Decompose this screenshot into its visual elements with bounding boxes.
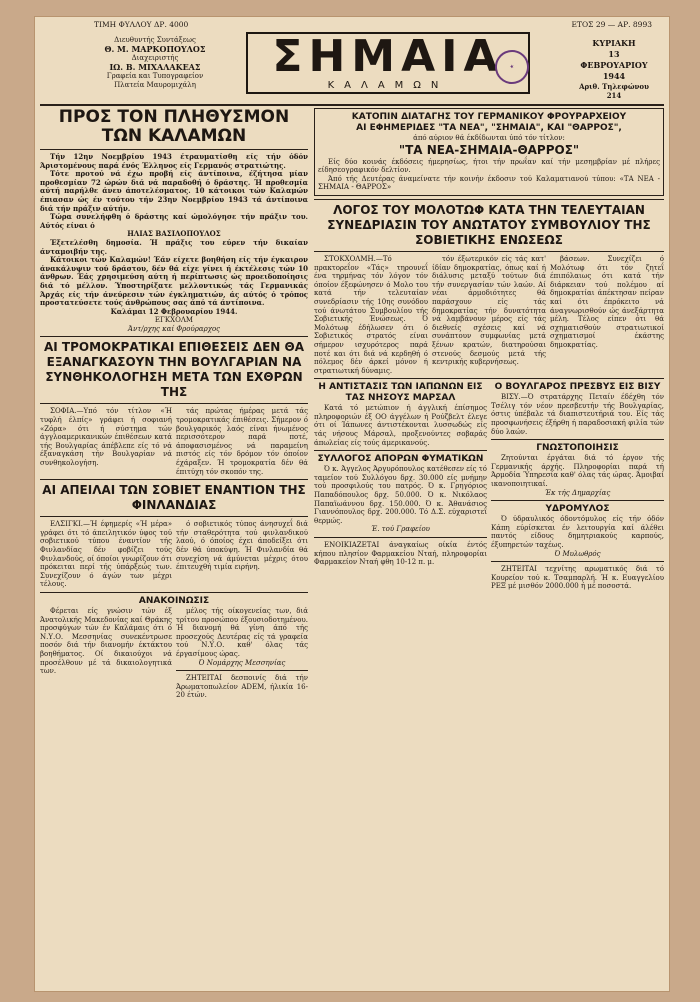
article-paragraph: Ό ύδραυλικός όδοντόμυλος είς τήν όδόν Κάπη εύρίσκεται έν λειτουργία καί άλέθει παντός είδους δημητριακούς καρπούς, έξυπηρετών ταχέως.	[491, 515, 664, 549]
headline-notice: ΓΝΩΣΤΟΠΟΙΗΣΙΣ	[536, 443, 619, 454]
staff-box	[80, 36, 230, 90]
article-paragraph: Φέρεται είς γνώσιν τών έξ Άνατολικής Μακεδονίας καί Θράκης προσφύγων τών έν Καλάμαις ότι ό Ν.Υ.Ο. Μεσσηνίας συνεκέντρωσε ποσόν διά τήν διανομήν έκτάκτου βοηθήματος. Οί δικαιούχοι νά προσέλθουν μέ τά δικαιολογητικά των.	[40, 606, 172, 676]
two-col-article	[40, 520, 308, 589]
notice-line-2: ΑΙ ΕΦΗΜΕΡΙΔΕΣ "ΤΑ ΝΕΑ", "ΣΗΜΑΙΑ", ΚΑΙ "ΘΑΡΡΟΣ",	[356, 123, 622, 133]
classified-ad: ΖΗΤΕΙΤΑΙ δεσποινίς διά τήν Άρωματοπωλείον ADEM, ήλικία 16-20 έτών.	[176, 674, 308, 700]
price-line: ΤΙΜΗ ΦΥΛΛΟΥ ΔΡ. 4000	[94, 20, 189, 29]
headline-ambassador: Ο ΒΟΥΛΓΑΡΟΣ ΠΡΕΣΒΥΣ ΕΙΣ ΒΙΣΥ	[494, 382, 661, 393]
notice-body: Είς δύο κοινάς έκδόσεις ήμερησίως, ήτοι τήν πρωΐαν καί τήν μεσημβρίαν μέ πλήρες είδησεογραφικόν δελτίον.	[318, 157, 660, 175]
notice-line-3: άπό αύριον θά έκδίδωνται ύπό τόν τίτλον:	[413, 134, 565, 142]
date-box	[574, 38, 654, 100]
notice-new-title: "ΤΑ ΝΕΑ-ΣΗΜΑΙΑ-ΘΑΡΡΟΣ"	[398, 142, 580, 157]
signature: Έ. τού Γραφείου	[371, 525, 430, 534]
signature: Ό Νομάρχης Μεσσηνίας	[198, 658, 286, 667]
two-col-article	[40, 407, 308, 476]
date-number: 13	[608, 49, 620, 59]
newspaper-page	[34, 16, 670, 992]
headline-bulgaria-attacks: ΑΙ ΤΡΟΜΟΚΡΑΤΙΚΑΙ ΕΠΙΘΕΣΕΙΣ ΔΕΝ ΘΑ ΕΞΑΝΑΓΚΑΣΟΥΝ ΤΗΝ ΒΟΥΛΓΑΡΙΑΝ ΝΑ ΣΥΝΘΗΚΟΛΟΓΗΣΗ ΜΕΤΑ ΤΩΝ ΕΧΘΡΩΝ ΤΗΣ	[43, 340, 305, 400]
classified-ad: ΖΗΤΕΙΤΑΙ τεχνίτης αρωματικός διά τό Κουρείον τού κ. Τσαμπαρλή. Ή κ. Ευαγγελίου ΡΕΞ μέ μισθόν 2000.000 ή μέ ποσοστά.	[491, 565, 664, 591]
lower-right-block	[314, 382, 664, 591]
notice-line-1: ΚΑΤΟΠΙΝ ΔΙΑΤΑΓΗΣ ΤΟΥ ΓΕΡΜΑΝΙΚΟΥ ΦΡΟΥΡΑΡΧΕΙΟΥ	[351, 112, 627, 122]
article-paragraph: Τήν 12ην Νοεμβρίου 1943 έτραυματίσθη είς τήν όδόν Άριστομένους παρά ένός Έλληνος είς Γερμανός στρατιώτης.	[40, 152, 308, 170]
classified-ad: ΕΝΟΙΚΙΑΖΕΤΑΙ άναγκαίως οίκία έντός κήπου πλησίον Φαρμακείου Νταή, πληροφορίαι Φαρμακείον Νταή φθη 10-12 π. μ.	[314, 541, 487, 567]
headline-society: ΣΥΛΛΟΓΟΣ ΑΠΟΡΩΝ ΦΥΜΑΤΙΚΩΝ	[317, 454, 484, 465]
newspaper-subtitle: ΚΑΛΑΜΩΝ	[327, 80, 449, 91]
signature-title: Άντ/ρχης καί Φρούραρχος	[127, 324, 221, 333]
article-paragraph: ό σοβιετικός τύπος άνησυχεΐ διά τήν σταθερότητα τού φινλανδικού λαού, ό όποίος έχει άποδείξει ότι δέν θά ύποκύψη. Ή Φινλανδία θά συνεχίση νά άμύνεται μέχρις ότου έπιτευχθή τιμία ειρήνη.	[176, 520, 308, 572]
two-col-article	[40, 607, 308, 700]
office-line-2: Πλατεία Μαυρομιχάλη	[114, 81, 196, 89]
article-paragraph: βάσεων. Συνεχίζει ό Μολότωφ ότι τόν ζητεΐ έπιπόλαιως ότι κατά τήν διάρκειαν τού πολέμου αί δημοκρατίαι άπέκτησαν πείραν καί ότι έπρόκειτο νά άναγνωρισθούν ώς άνεξάρτητα μέλη. Τέλος είπεν ότι θά σχηματισθούν στρατιωτικοί σχηματισμοί έκάστης δημοκρατίας.	[550, 254, 664, 349]
article-paragraph: ΣΤΟΚΧΟΛΜΗ.—Τό πρακτορεΐον «Τάς» τηρουνεΐ ένα τηρμήνας τόν λόγον τόν όποίον έξεφώνησεν ό Μολο του κατά τήν τελευταίαν συνεδρίασιν τής 10ης συνόδου τού άνωτάτου Συμβουλίου τής Σοβιετικής Ένώσεως. Ό Μολότωφ έδήλωσεν ότι ό Σοβιετικός στρατός είναι σήμερον ισχυρότερος παρά ποτέ και ότι διά νά κερδηθή ό πόλεμος δέν άρκεί μόνον ή στρατιωτική δύναμις.	[314, 254, 428, 375]
article-paragraph: ΕΛΣΙΓΚΙ.—Ή έφημερίς «Ή μέρα» γράφει ότι τό άπειλητικόν ύφος τού σοβιετικού τύπου έναντίον τής Φινλανδίας δέν φοβίζει τούς Φινλανδούς, οί όποίοι γνωρίζουν ότι πρόκειται περί τής ύπάρξεώς των. Συνεχίζουν ό άγών των μέχρι τέλους.	[40, 520, 172, 589]
article-paragraph: Ό κ. Άγγελος Άργυρόπουλος κατέθεσεν είς τό ταμείον τού Συλλόγου δρχ. 30.000 είς μνήμην τού προσφιλούς του πατρός. Ό κ. Γρηγόριος Παπαδόπουλος δρχ. 50.000. Ό κ. Νικόλαος Παπαϊωάννου δρχ. 150.000. Ό κ. Άθανάσιος Γιαννόπουλος δρχ. 200.000. Τό Δ.Σ. εύχαριστεΐ θερμώς.	[314, 465, 487, 525]
headline-watermill: ΥΔΡΟΜΥΛΟΣ	[545, 504, 610, 515]
signature: Ό Μυλωθρός	[554, 549, 601, 558]
day-name: ΚΥΡΙΑΚΗ	[592, 38, 636, 48]
article-paragraph: Κατά τό μετώπιον ή άγγλική έπίσημος πληροφοριών έξ ΟΟ άγγέλων ή Ρούζβελτ έλεγε ότι οί Ίάπωνες άντιστέκονται λυσσωδώς είς τάς νήσους Μάρσαλ, προξενούντες σοβαράς άπωλείας είς τούς άμερικανούς.	[314, 404, 487, 447]
article-paragraph: ΒΙΣΥ.—Ό στρατάρχης Πεταίν έδέχθη τόν Τσέλιγ τόν νέον πρεσβευτήν τής Βουλγαρίας, όστις ύπέβαλε τά διαπιστευτήριά του. Είς τάς προσφωνήσεις έξήρθη ή παραδοσιακή φιλία τών δύο λαών.	[491, 393, 664, 436]
signature: Έκ τής Δημαρχίας	[544, 488, 611, 497]
editor-name: Θ. Μ. ΜΑΡΚΟΠΟΥΛΟΣ	[104, 44, 206, 54]
phone: Αριθ. Τηλεφώνου 214	[579, 82, 649, 100]
year: 1944	[602, 71, 626, 81]
article-paragraph: Τότε προτού νά έχω προβή είς άντίποινα, έζήτησα μίαν προθεσμίαν 72 ώρών διά νά παραδοθή ό δράστης. Ή προθεσμία αύτή παρήλθε άνευ άποτελέσματος. 10 κάτοικοι τών Καλαμών έπιασαν ώς έν τούτου τήν 23ην Νοεμβρίου 1943 τά άντίποινα διά τήν πράξιν αύτήν.	[40, 169, 308, 213]
article-paragraph: ΣΟΦΙΑ.—Υπό τόν τίτλον «Ή τυφλή έλπίς» γράφει ή σοφιανή «Ζόρα» ότι ή σύστημα τών άγγλοαμερικανικών έπιθέσεων κατά τής Βουλγαρίας άπέβλεπε είς τό νά έξαναγκάση τήν Βουλγαρίαν νά συνθηκολογήση.	[40, 407, 172, 468]
perpetrator-name: ΗΛΙΑΣ ΒΑΣΙΛΟΠΟΥΛΟΣ	[127, 229, 221, 239]
month-name: ΦΕΒΡΟΥΑΡΙΟΥ	[580, 60, 648, 70]
issue-line: ΕΤΟΣ 29 — ΑΡ. 8993	[571, 20, 652, 29]
notice-body: Άπό τής Δευτέρας άναμείνατε τήν κοινήν έκδοσιν τού Καλαματιανού τύπου: «ΤΑ ΝΕΑ - ΣΗΜΑΙΑ - ΘΑΡΡΟΣ»	[318, 174, 660, 192]
article-paragraph: τόν έξωτερικόν είς τάς κατ' ίδίαν δημοκρατίας, όπως καί ή διάλυσις μεταξύ τούτων διά τήν συνεργασίαν τών λαών. Αί νέαι άρμοδιότητες θά παράσχουν είς τάς δημοκρατίας τήν δυνατότητα νά λαμβάνουν μέρος είς τάς διεθνείς σχέσεις καί νά συνάπτουν συμφωνίας μετά ξένων κρατών, διατηρούσαι στενούς δεσμούς μετά τής κεντρικής κυβερνήσεως.	[432, 254, 546, 367]
merger-notice-box	[314, 108, 664, 196]
headline-population: ΠΡΟΣ ΤΟΝ ΠΛΗΘΥΣΜΟΝ ΤΩΝ ΚΑΛΑΜΩΝ	[58, 107, 290, 146]
article-paragraph: μέλος τής οίκογενείας των, διά τρίτου προσώπου έξουσιοδοτημένου. Ή διανομή θά γίνη άπό τής προσεχούς Δευτέρας είς τά γραφεία τού Ν.Υ.Ο. καθ' όλας τάς έργασίμους ώρας.	[176, 606, 308, 658]
three-col-article	[314, 255, 664, 375]
masthead	[40, 32, 664, 106]
newspaper-title-box	[246, 32, 530, 94]
article-paragraph: Ζητούνται έργάται διά τό έργον τής Γερμανικής άρχής. Πληροφορίαι παρά τή Άρμοδία Ύπηρεσία καθ' όλας τάς ώρας. Άμοιβαί ικανοποιητικαί.	[491, 454, 664, 489]
headline-molotov: ΛΟΓΟΣ ΤΟΥ ΜΟΛΟΤΩΦ ΚΑΤΑ ΤΗΝ ΤΕΛΕΥΤΑΙΑΝ ΣΥΝΕΔΡΙΑΣΙΝ ΤΟΥ ΑΝΩΤΑΤΟΥ ΣΥΜΒΟΥΛΙΟΥ ΤΗΣ ΣΟΒΙΕΤΙΚΗΣ ΕΝΩΣΕΩΣ	[327, 202, 651, 247]
article-paragraph: Κάτοικοι τών Καλαμών! Έάν είχετε βοηθήση είς τήν έγκαιρον άνακάλυψιν τού δράστου, δέν θά είχε γίνει ή έκτέλεσις τών 10 άνθρων. Έάς χρησιμεύση αύτη ή περίπτωσις ώς προειδοποίησις διά τό μέλλον. Ύποστηρίξατε μελλοντικώς τάς Γερμανικάς Άρχάς είς τήν άνεύρεσιν τών έγκληματιών, άς αύτός ό τρόπος προστατεύσετε τούς άνθρώπους σας άπό τά άντίποινα.	[40, 255, 308, 308]
dateline: Καλάμαι 12 Φεβρουαρίου 1944.	[110, 306, 238, 316]
admin-name: ΙΩ. Β. ΜΙΧΑΛΑΚΕΑΣ	[109, 62, 201, 72]
library-stamp: ★	[492, 47, 532, 87]
article-paragraph: τάς πρώτας ήμέρας μετά τάς τρομοκρατικάς έπιθέσεις. Σήμερον ό βουλγαρικός λαός είναι ήνωμένος περισσότερον παρά ποτέ, άποφασισμένος νά παραμείνη πιστός είς τόν δρόμον τόν όποίον έχάραξεν. Ή τρομοκρατία δέν θά έπιτύχη τόν σκοπόν της.	[176, 407, 308, 476]
editor-title: Διευθυντής Συντάξεως	[114, 36, 196, 44]
admin-title: Διαχειριστής	[131, 54, 179, 62]
newspaper-title: ΣΗΜΑΙΑ	[272, 31, 504, 82]
headline-announcement: ΑΝΑΚΟΙΝΩΣΙΣ	[138, 595, 210, 606]
headline-japan: Η ΑΝΤΙΣΤΑΣΙΣ ΤΩΝ ΙΑΠΩΝΩΝ ΕΙΣ ΤΑΣ ΝΗΣΟΥΣ ΜΑΡΣΑΛ	[318, 382, 483, 404]
article-paragraph: Τώρα συνελήφθη ό δράστης καί ώμολόγησε τήν πράξιν του. Αύτός είναι ό	[40, 212, 308, 230]
left-column	[40, 108, 308, 700]
headline-finland: ΑΙ ΑΠΕΙΛΑΙ ΤΩΝ ΣΟΒΙΕΤ ΕΝΑΝΤΙΟΝ ΤΗΣ ΦΙΝΛΑΝΔΙΑΣ	[42, 483, 306, 513]
office-line-1: Γραφεία και Τυπογραφείον	[106, 72, 204, 80]
signature: ΕΓΚΧΟΛΜ	[154, 316, 194, 325]
right-column	[314, 108, 664, 591]
article-paragraph: Έξετελέσθη δημοσία. Ή πράξις του εύρεν τήν δικαίαν άνταμοιβήν της.	[40, 237, 308, 256]
